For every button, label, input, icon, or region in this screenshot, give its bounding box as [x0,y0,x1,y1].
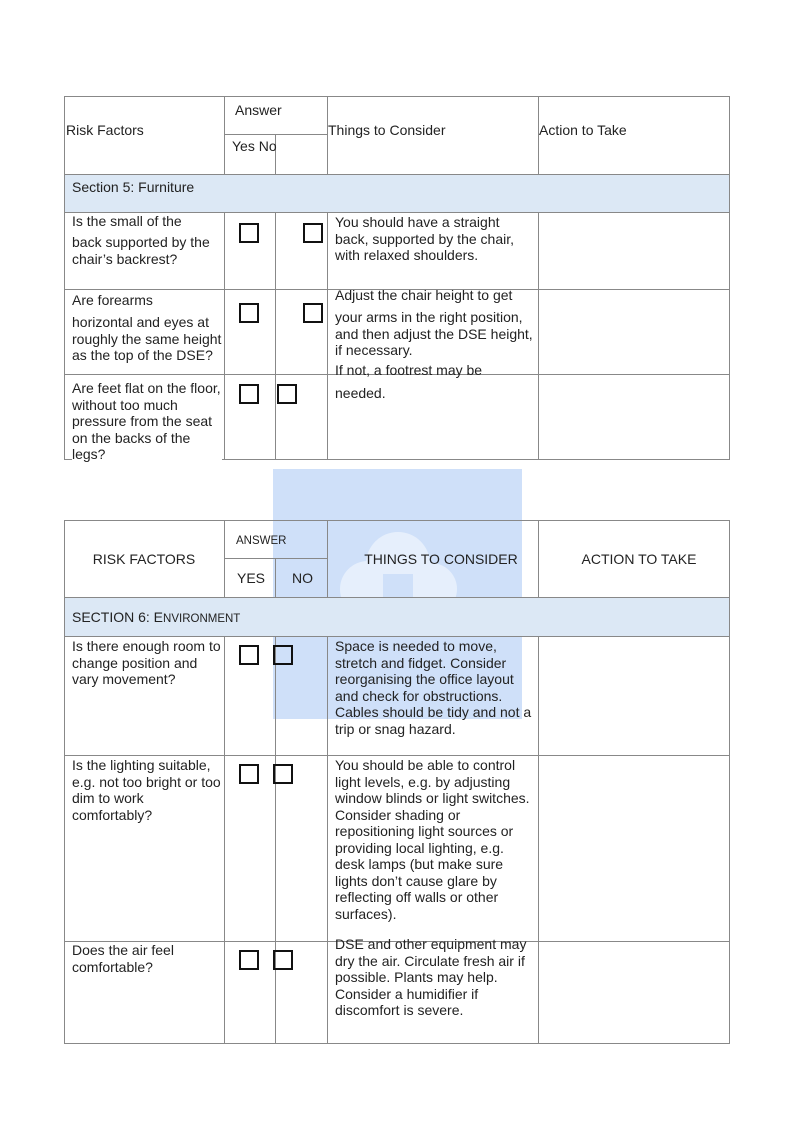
header-yes-no: Yes No [232,138,277,154]
consideration-text: needed. [335,385,386,401]
consideration-text-cont: If not, a footrest may be [335,362,483,378]
risk-question-cont: back supported by the chair’s backrest? [72,234,210,267]
yes-checkbox[interactable] [239,645,259,665]
header-things-to-consider: THINGS TO CONSIDER [364,551,518,567]
risk-question: Is the small of the [72,213,182,229]
action-cell[interactable] [540,638,728,754]
consideration-text: You should be able to control light levels, e.g. by adjusting window blinds or light switches. Consider shading or repositioning light sources or providing local lighting, e.g. desk lamps (but make sure lights don’t cause glare by reflecting off walls or other surfaces). [335,757,530,922]
consideration-text: You should have a straight back, supported by the chair, with relaxed shoulders. [335,214,514,263]
section-title: Section 5: Furniture [72,179,195,195]
action-cell[interactable] [540,757,728,940]
yes-checkbox[interactable] [239,384,259,404]
risk-question: Is the lighting suitable, e.g. not too bright or too dim to work comfortably? [72,757,221,823]
header-no: NO [292,570,313,586]
action-cell[interactable] [540,943,728,1042]
risk-question: Are forearms [72,292,153,308]
action-cell[interactable] [540,291,728,373]
yes-checkbox[interactable] [239,223,259,243]
yes-checkbox[interactable] [239,764,259,784]
header-action-to-take: Action to Take [539,122,627,138]
risk-question-cont: horizontal and eyes at roughly the same height as the top of the DSE? [72,314,222,363]
risk-question: Are feet flat on the floor, without too much pressure from the seat on the backs of the legs? [72,380,221,462]
consideration-text: Space is needed to move, stretch and fidget. Consider reorganising the office layout and check for obstructions. Cables should be tidy and not a trip or snag hazard. [335,638,532,737]
no-checkbox[interactable] [277,384,297,404]
risk-question: Does the air feel comfortable? [72,942,174,975]
consideration-text: DSE and other equipment may dry the air. Circulate fresh air if possible. Plants may help. Consider a humidifier if discomfort is severe. [335,936,527,1018]
header-yes: YES [237,570,266,586]
action-cell[interactable] [540,214,728,288]
yes-checkbox[interactable] [239,950,259,970]
no-checkbox[interactable] [273,645,293,665]
no-checkbox[interactable] [273,950,293,970]
no-checkbox[interactable] [273,764,293,784]
yes-checkbox[interactable] [239,303,259,323]
header-action-to-take: ACTION TO TAKE [581,551,697,567]
action-cell[interactable] [540,376,728,458]
no-checkbox[interactable] [303,303,323,323]
section-title-prefix: SECTION 6: E [72,609,164,625]
consideration-text: Adjust the chair height to get [335,287,513,303]
risk-question: Is there enough room to change position and vary movement? [72,638,221,687]
section-title-rest: NVIRONMENT [163,613,241,625]
header-risk-factors: Risk Factors [66,122,144,138]
header-answer: Answer [235,102,282,118]
section-title [72,609,240,628]
consideration-text-cont: your arms in the right position, and then adjust the DSE height, if necessary. [335,309,533,358]
no-checkbox[interactable] [303,223,323,243]
header-answer: ANSWER [236,535,287,547]
header-risk-factors: RISK FACTORS [92,551,196,567]
header-things-to-consider: Things to Consider [328,122,446,138]
